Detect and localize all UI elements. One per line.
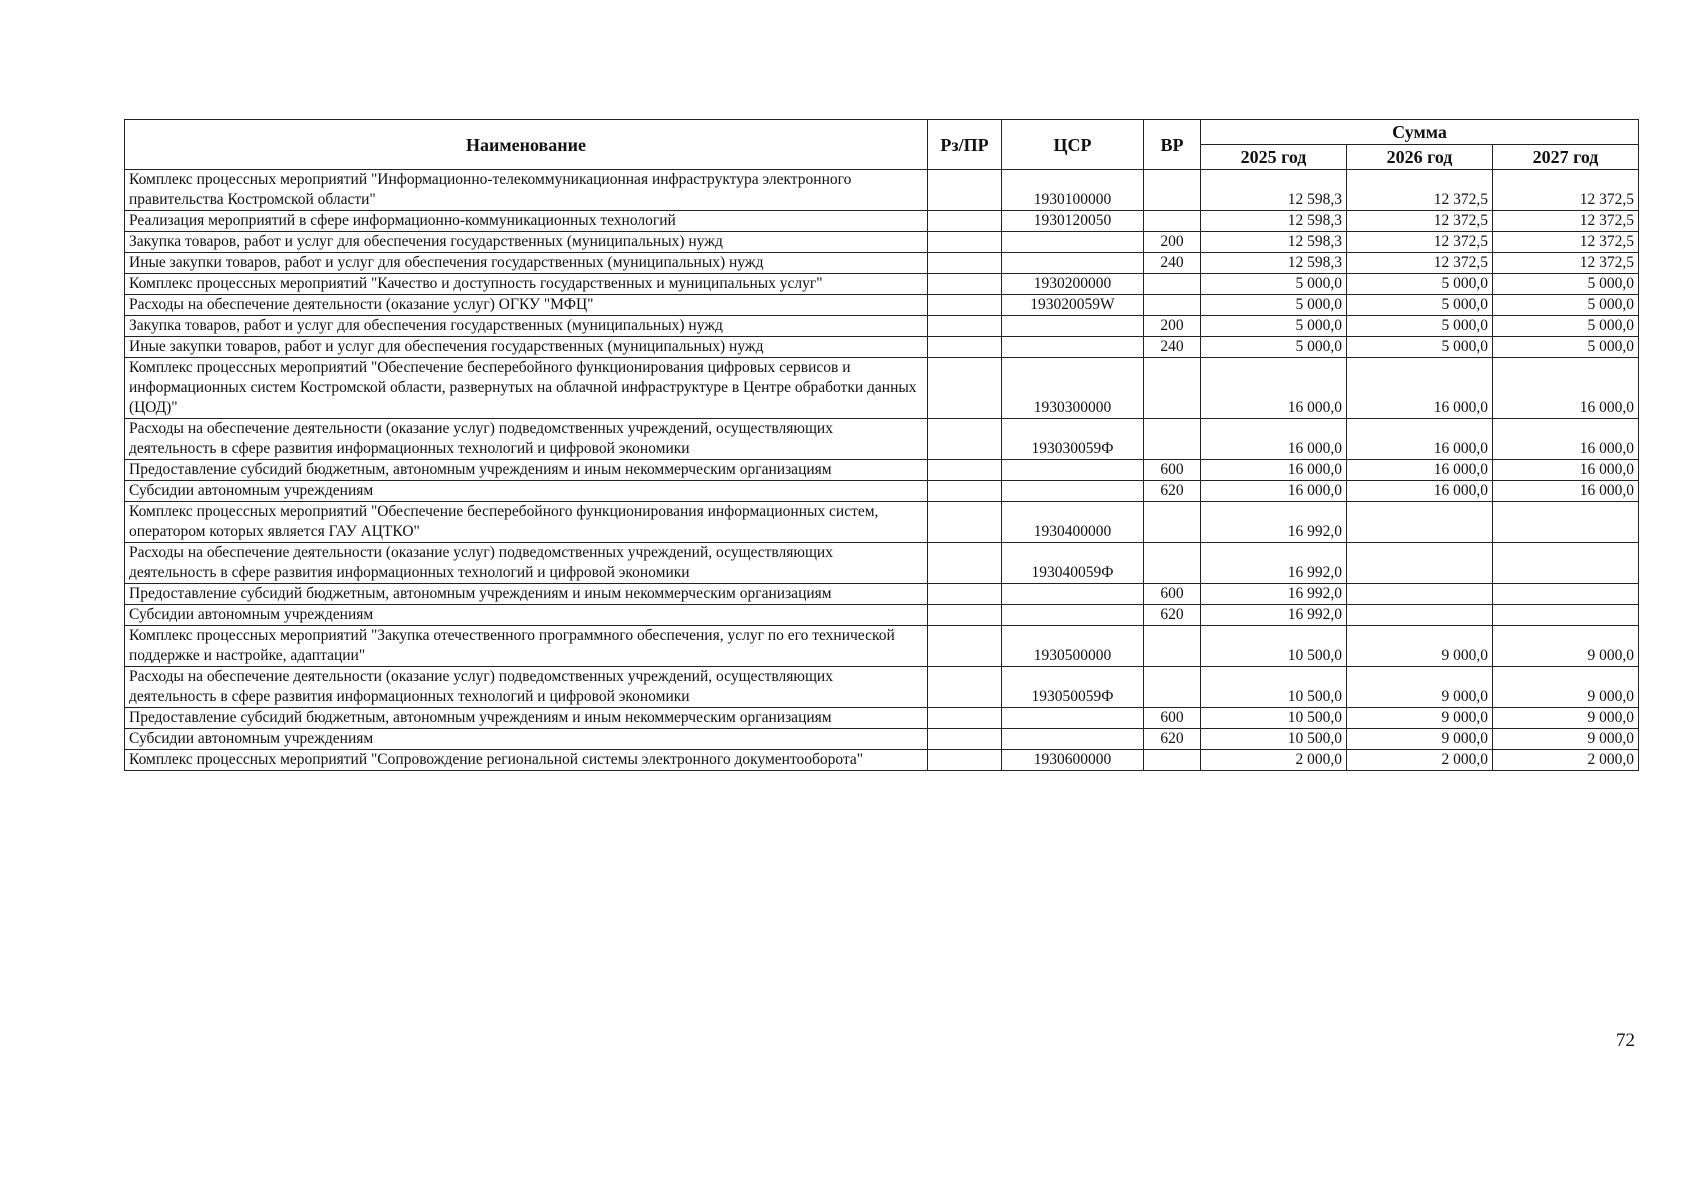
table-row <box>125 729 1639 750</box>
row-name: Иные закупки товаров, работ и услуг для обеспечения государственных (муниципальных) нужд <box>125 253 928 274</box>
row-sum-2026: 9 000,0 <box>1347 667 1493 708</box>
table-row <box>125 316 1639 337</box>
row-rzpr <box>928 274 1002 295</box>
row-vr: 600 <box>1144 708 1201 729</box>
row-sum-2025: 5 000,0 <box>1201 337 1347 358</box>
table-row <box>125 460 1639 481</box>
row-rzpr <box>928 170 1002 211</box>
row-rzpr <box>928 460 1002 481</box>
row-csr: 1930600000 <box>1002 750 1144 771</box>
table-row <box>125 274 1639 295</box>
table-row <box>125 170 1639 211</box>
row-name: Комплекс процессных мероприятий "Закупка отечественного программного обеспечения, услуг по его технической поддержке и настройке, адаптации" <box>125 626 928 667</box>
header-row-top <box>125 120 1639 145</box>
table-row <box>125 708 1639 729</box>
row-csr: 193040059Ф <box>1002 543 1144 584</box>
row-name: Комплекс процессных мероприятий "Качество и доступность государственных и муниципальных услуг" <box>125 274 928 295</box>
row-sum-2025: 12 598,3 <box>1201 170 1347 211</box>
row-rzpr <box>928 729 1002 750</box>
row-sum-2027: 9 000,0 <box>1493 729 1639 750</box>
row-vr <box>1144 274 1201 295</box>
row-name: Расходы на обеспечение деятельности (оказание услуг) ОГКУ "МФЦ" <box>125 295 928 316</box>
row-rzpr <box>928 253 1002 274</box>
row-sum-2027: 12 372,5 <box>1493 232 1639 253</box>
row-sum-2025: 5 000,0 <box>1201 274 1347 295</box>
row-sum-2027: 16 000,0 <box>1493 460 1639 481</box>
row-name: Закупка товаров, работ и услуг для обеспечения государственных (муниципальных) нужд <box>125 232 928 253</box>
row-name: Расходы на обеспечение деятельности (оказание услуг) подведомственных учреждений, осуществляющих деятельность в сфере развития информационных технологий и цифровой экономики <box>125 419 928 460</box>
row-vr <box>1144 295 1201 316</box>
row-sum-2026: 16 000,0 <box>1347 460 1493 481</box>
row-rzpr <box>928 605 1002 626</box>
row-sum-2025: 16 992,0 <box>1201 543 1347 584</box>
row-vr: 240 <box>1144 253 1201 274</box>
row-sum-2027 <box>1493 502 1639 543</box>
row-csr: 1930200000 <box>1002 274 1144 295</box>
row-rzpr <box>928 358 1002 419</box>
row-sum-2025: 12 598,3 <box>1201 253 1347 274</box>
row-sum-2027: 2 000,0 <box>1493 750 1639 771</box>
row-vr <box>1144 358 1201 419</box>
row-sum-2025: 16 000,0 <box>1201 460 1347 481</box>
row-name: Комплекс процессных мероприятий "Информационно-телекоммуникационная инфраструктура электронного правительства Костромской области" <box>125 170 928 211</box>
row-csr: 1930400000 <box>1002 502 1144 543</box>
row-csr <box>1002 232 1144 253</box>
row-rzpr <box>928 626 1002 667</box>
row-sum-2027: 12 372,5 <box>1493 170 1639 211</box>
row-csr <box>1002 253 1144 274</box>
row-rzpr <box>928 211 1002 232</box>
row-sum-2027 <box>1493 543 1639 584</box>
row-sum-2025: 16 992,0 <box>1201 584 1347 605</box>
row-sum-2027: 9 000,0 <box>1493 708 1639 729</box>
row-vr <box>1144 626 1201 667</box>
row-sum-2025: 16 000,0 <box>1201 358 1347 419</box>
row-sum-2025: 16 992,0 <box>1201 502 1347 543</box>
row-name: Предоставление субсидий бюджетным, автономным учреждениям и иным некоммерческим организациям <box>125 708 928 729</box>
row-sum-2025: 16 000,0 <box>1201 481 1347 502</box>
row-sum-2026: 5 000,0 <box>1347 337 1493 358</box>
row-name: Иные закупки товаров, работ и услуг для обеспечения государственных (муниципальных) нужд <box>125 337 928 358</box>
row-name: Закупка товаров, работ и услуг для обеспечения государственных (муниципальных) нужд <box>125 316 928 337</box>
row-sum-2025: 10 500,0 <box>1201 729 1347 750</box>
row-vr <box>1144 419 1201 460</box>
header-csr: ЦСР <box>1002 120 1144 170</box>
row-sum-2025: 12 598,3 <box>1201 211 1347 232</box>
row-sum-2026: 5 000,0 <box>1347 316 1493 337</box>
row-name: Субсидии автономным учреждениям <box>125 729 928 750</box>
row-sum-2026 <box>1347 584 1493 605</box>
table-row <box>125 502 1639 543</box>
row-sum-2025: 5 000,0 <box>1201 295 1347 316</box>
row-sum-2027: 5 000,0 <box>1493 337 1639 358</box>
row-sum-2027: 5 000,0 <box>1493 295 1639 316</box>
row-sum-2026: 12 372,5 <box>1347 211 1493 232</box>
table-body <box>125 170 1639 771</box>
row-name: Комплекс процессных мероприятий "Сопровождение региональной системы электронного документооборота" <box>125 750 928 771</box>
table-row <box>125 626 1639 667</box>
row-csr <box>1002 337 1144 358</box>
row-rzpr <box>928 667 1002 708</box>
header-rzpr: Рз/ПР <box>928 120 1002 170</box>
row-sum-2025: 2 000,0 <box>1201 750 1347 771</box>
row-csr <box>1002 605 1144 626</box>
row-sum-2025: 16 992,0 <box>1201 605 1347 626</box>
table-row <box>125 667 1639 708</box>
row-sum-2027: 16 000,0 <box>1493 419 1639 460</box>
row-vr <box>1144 170 1201 211</box>
row-name: Комплекс процессных мероприятий "Обеспечение бесперебойного функционирования цифровых сервисов и информационных систем Костромской области, развернутых на облачной инфраструктуре в Центре обработки данных (ЦОД)" <box>125 358 928 419</box>
budget-table-container <box>124 119 1638 771</box>
row-vr: 200 <box>1144 316 1201 337</box>
row-rzpr <box>928 708 1002 729</box>
row-name: Субсидии автономным учреждениям <box>125 605 928 626</box>
row-sum-2027: 12 372,5 <box>1493 211 1639 232</box>
row-sum-2027: 16 000,0 <box>1493 358 1639 419</box>
row-sum-2027: 9 000,0 <box>1493 626 1639 667</box>
row-name: Предоставление субсидий бюджетным, автономным учреждениям и иным некоммерческим организациям <box>125 584 928 605</box>
row-vr <box>1144 667 1201 708</box>
row-vr: 620 <box>1144 605 1201 626</box>
table-row <box>125 419 1639 460</box>
row-csr <box>1002 316 1144 337</box>
row-sum-2026: 9 000,0 <box>1347 626 1493 667</box>
row-csr: 193030059Ф <box>1002 419 1144 460</box>
row-name: Предоставление субсидий бюджетным, автономным учреждениям и иным некоммерческим организациям <box>125 460 928 481</box>
row-sum-2027 <box>1493 605 1639 626</box>
row-sum-2026: 2 000,0 <box>1347 750 1493 771</box>
table-row <box>125 211 1639 232</box>
row-rzpr <box>928 543 1002 584</box>
row-sum-2027: 16 000,0 <box>1493 481 1639 502</box>
row-name: Комплекс процессных мероприятий "Обеспечение бесперебойного функционирования информационных систем, оператором которых является ГАУ АЦТКО" <box>125 502 928 543</box>
table-header <box>125 120 1639 170</box>
table-row <box>125 584 1639 605</box>
row-sum-2026: 12 372,5 <box>1347 253 1493 274</box>
row-rzpr <box>928 750 1002 771</box>
row-sum-2026: 5 000,0 <box>1347 295 1493 316</box>
row-sum-2025: 5 000,0 <box>1201 316 1347 337</box>
row-vr: 600 <box>1144 460 1201 481</box>
header-vr: ВР <box>1144 120 1201 170</box>
row-csr <box>1002 460 1144 481</box>
table-row <box>125 750 1639 771</box>
row-rzpr <box>928 316 1002 337</box>
table-row <box>125 232 1639 253</box>
row-vr <box>1144 211 1201 232</box>
row-csr: 193050059Ф <box>1002 667 1144 708</box>
row-sum-2026: 16 000,0 <box>1347 358 1493 419</box>
row-sum-2026: 9 000,0 <box>1347 729 1493 750</box>
row-csr <box>1002 481 1144 502</box>
row-sum-2026: 5 000,0 <box>1347 274 1493 295</box>
row-sum-2027: 5 000,0 <box>1493 316 1639 337</box>
row-sum-2026: 9 000,0 <box>1347 708 1493 729</box>
row-sum-2027: 12 372,5 <box>1493 253 1639 274</box>
table-row <box>125 543 1639 584</box>
row-sum-2025: 10 500,0 <box>1201 667 1347 708</box>
header-sum: Сумма <box>1201 120 1639 145</box>
row-sum-2025: 10 500,0 <box>1201 626 1347 667</box>
row-csr: 1930300000 <box>1002 358 1144 419</box>
row-vr: 620 <box>1144 729 1201 750</box>
row-rzpr <box>928 232 1002 253</box>
row-name: Реализация мероприятий в сфере информационно-коммуникационных технологий <box>125 211 928 232</box>
row-rzpr <box>928 584 1002 605</box>
row-vr: 240 <box>1144 337 1201 358</box>
row-sum-2027: 5 000,0 <box>1493 274 1639 295</box>
row-csr: 193020059W <box>1002 295 1144 316</box>
row-csr <box>1002 584 1144 605</box>
row-vr: 200 <box>1144 232 1201 253</box>
row-name: Субсидии автономным учреждениям <box>125 481 928 502</box>
row-csr: 1930100000 <box>1002 170 1144 211</box>
header-year-2027: 2027 год <box>1493 145 1639 170</box>
row-vr <box>1144 750 1201 771</box>
row-sum-2026: 12 372,5 <box>1347 232 1493 253</box>
row-rzpr <box>928 419 1002 460</box>
table-row <box>125 481 1639 502</box>
row-sum-2026: 12 372,5 <box>1347 170 1493 211</box>
row-rzpr <box>928 337 1002 358</box>
page-number: 72 <box>1616 1030 1635 1051</box>
row-name: Расходы на обеспечение деятельности (оказание услуг) подведомственных учреждений, осуществляющих деятельность в сфере развития информационных технологий и цифровой экономики <box>125 543 928 584</box>
row-sum-2026: 16 000,0 <box>1347 419 1493 460</box>
row-csr <box>1002 708 1144 729</box>
row-vr <box>1144 543 1201 584</box>
row-sum-2025: 16 000,0 <box>1201 419 1347 460</box>
row-csr: 1930500000 <box>1002 626 1144 667</box>
row-sum-2026 <box>1347 502 1493 543</box>
row-sum-2026 <box>1347 605 1493 626</box>
row-rzpr <box>928 295 1002 316</box>
row-sum-2027 <box>1493 584 1639 605</box>
header-name: Наименование <box>125 120 928 170</box>
header-year-2025: 2025 год <box>1201 145 1347 170</box>
row-sum-2025: 12 598,3 <box>1201 232 1347 253</box>
table-row <box>125 358 1639 419</box>
row-csr <box>1002 729 1144 750</box>
budget-table <box>124 119 1639 771</box>
header-year-2026: 2026 год <box>1347 145 1493 170</box>
row-rzpr <box>928 481 1002 502</box>
table-row <box>125 295 1639 316</box>
row-vr: 620 <box>1144 481 1201 502</box>
row-sum-2025: 10 500,0 <box>1201 708 1347 729</box>
row-csr: 1930120050 <box>1002 211 1144 232</box>
row-vr: 600 <box>1144 584 1201 605</box>
row-sum-2026 <box>1347 543 1493 584</box>
row-sum-2026: 16 000,0 <box>1347 481 1493 502</box>
table-row <box>125 253 1639 274</box>
table-row <box>125 605 1639 626</box>
table-row <box>125 337 1639 358</box>
row-name: Расходы на обеспечение деятельности (оказание услуг) подведомственных учреждений, осуществляющих деятельность в сфере развития информационных технологий и цифровой экономики <box>125 667 928 708</box>
row-sum-2027: 9 000,0 <box>1493 667 1639 708</box>
row-rzpr <box>928 502 1002 543</box>
row-vr <box>1144 502 1201 543</box>
